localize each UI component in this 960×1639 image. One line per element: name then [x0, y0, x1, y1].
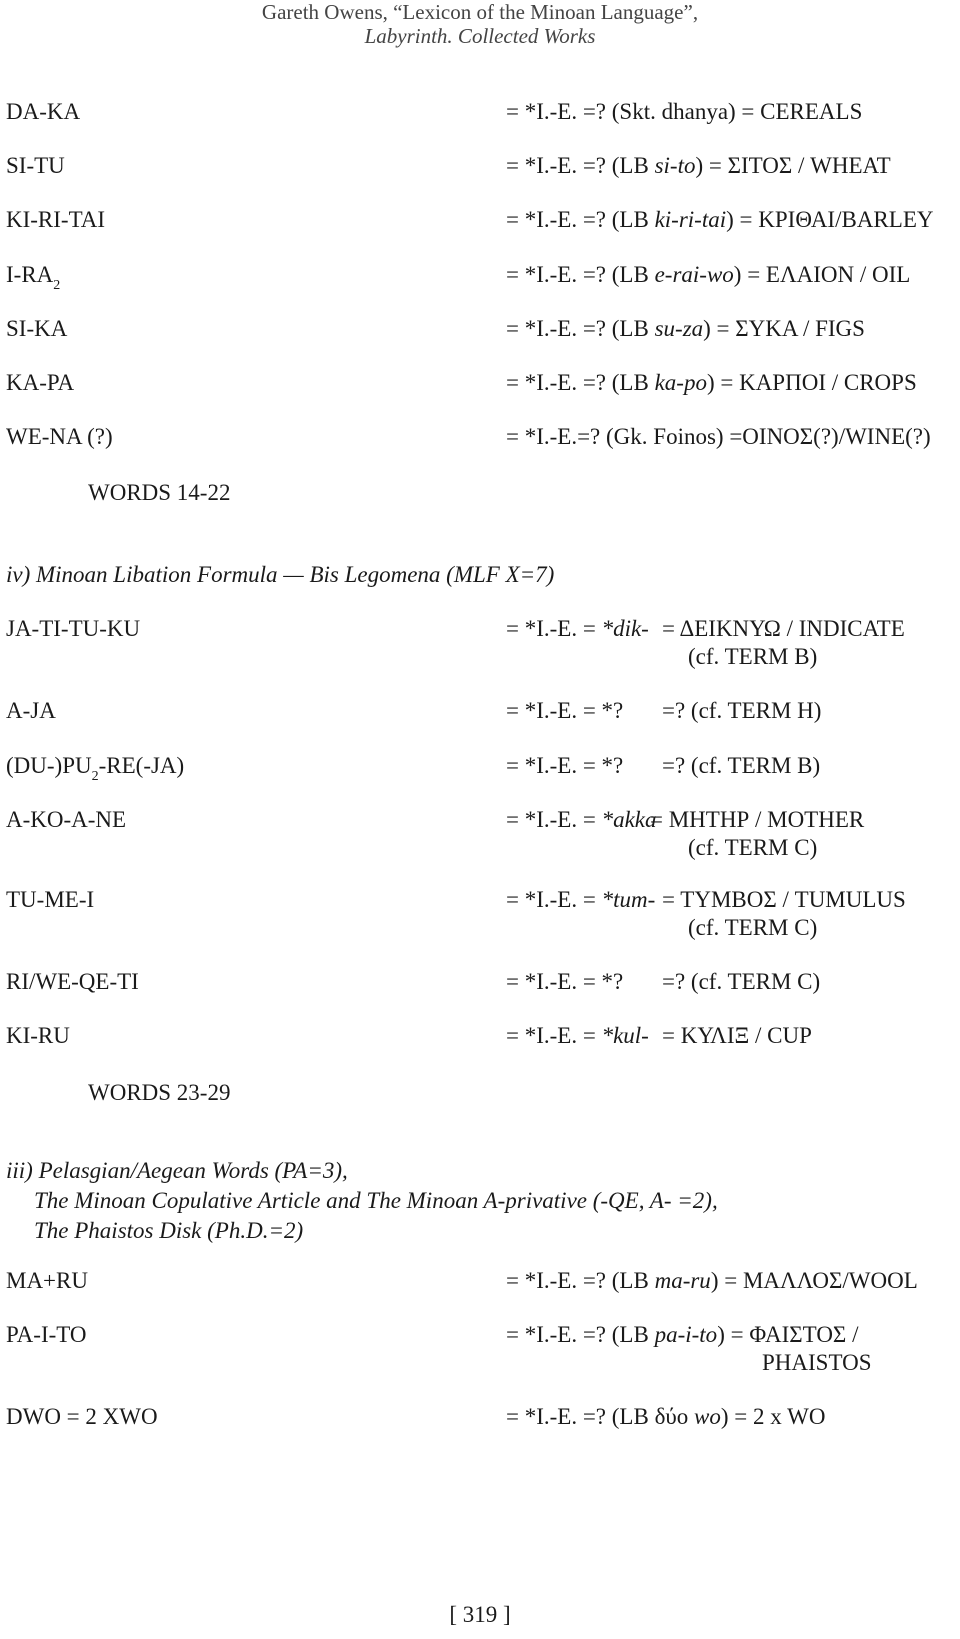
minoan-word: MA+RU [6, 1268, 88, 1293]
minoan-word: JA-TI-TU-KU [6, 616, 141, 641]
words-count-label: WORDS 14-22 [88, 480, 231, 505]
ie-root: = *I.-E. = *tum- [506, 887, 656, 912]
minoan-word: DA-KA [6, 99, 81, 124]
entry-gloss: = ΔΕΙΚΝΥΩ / INDICATE [662, 616, 905, 641]
lexicon-entry [0, 368, 960, 402]
cross-reference: (cf. TERM C) [688, 835, 818, 860]
minoan-word: KI-RI-TAI [6, 207, 106, 232]
ie-root: = *I.-E. = *? [506, 969, 624, 994]
entry-gloss: = *I.-E. =? (LB e-rai-wo) = ΕΛΑΙΟΝ / OIL [506, 262, 911, 287]
minoan-word: A-JA [6, 698, 56, 723]
entry-gloss-continuation: PHAISTOS [762, 1350, 872, 1375]
cross-reference: (cf. TERM B) [688, 644, 818, 669]
entry-gloss: = ΚΥΛΙΞ / CUP [662, 1023, 812, 1048]
minoan-word: DWO = 2 XWO [6, 1404, 158, 1429]
minoan-word: SI-KA [6, 316, 68, 341]
ie-root: = *I.-E. = *? [506, 698, 624, 723]
section-heading-line: The Minoan Copulative Article and The Minoan A-privative (-QE, A- =2), [34, 1188, 718, 1213]
minoan-word: $I-RA_2$ [6, 262, 61, 293]
section-heading: iii) Pelasgian/Aegean Words (PA=3), [6, 1158, 348, 1183]
section-heading: iv) Minoan Libation Formula — Bis Legomena (MLF X=7) [6, 562, 555, 587]
lexicon-entry [0, 151, 960, 185]
entry-gloss: =? (cf. TERM C) [662, 969, 821, 994]
minoan-word: A-KO-A-NE [6, 807, 127, 832]
lexicon-entry [0, 1266, 960, 1300]
lexicon-entry [0, 1402, 960, 1436]
minoan-word: RI/WE-QE-TI [6, 969, 139, 994]
section-heading-line: The Phaistos Disk (Ph.D.=2) [34, 1218, 304, 1243]
lexicon-entry [0, 205, 960, 239]
lexicon-entry [0, 967, 960, 1001]
ie-root: = *I.-E. = *dik- [506, 616, 649, 641]
cross-reference: (cf. TERM C) [688, 915, 818, 940]
lexicon-entry [0, 260, 960, 294]
entry-gloss: =? (cf. TERM H) [662, 698, 822, 723]
words-count-label: WORDS 23-29 [88, 1080, 231, 1105]
entry-gloss: = *I.-E. =? (LB ma-ru) = ΜΑΛΛΟΣ/WOOL [506, 1268, 918, 1293]
entry-gloss: = *I.-E. =? (LB su-za) = ΣΥΚΑ / FIGS [506, 316, 865, 341]
minoan-word: TU-ME-I [6, 887, 95, 912]
entry-gloss: = *I.-E. =? (LB ka-po) = ΚΑΡΠΟΙ / CROPS [506, 370, 917, 395]
lexicon-entry [0, 314, 960, 348]
minoan-word: $(DU-)PU_2-RE(-JA)$ [6, 753, 185, 784]
minoan-word: KI-RU [6, 1023, 70, 1048]
running-header-author: Gareth Owens, “Lexicon of the Minoan Language”, [261, 0, 699, 24]
minoan-word: WE-NA (?) [6, 424, 113, 449]
page-number: [ 319 ] [449, 1602, 511, 1627]
entry-gloss: = *I.-E. =? (LB si-to) = ΣΙΤΟΣ / WHEAT [506, 153, 891, 178]
ie-root: = *I.-E. = *kul- [506, 1023, 649, 1048]
entry-gloss: = *I.-E.=? (Gk. Foinos) =ΟΙΝΟΣ(?)/WINE(?) [506, 424, 931, 449]
entry-gloss: = *I.-E. =? (LB pa-i-to) = ΦΑΙΣΤΟΣ / [506, 1322, 859, 1347]
ie-root: = *I.-E. = *? [506, 753, 624, 778]
minoan-word: SI-TU [6, 153, 65, 178]
lexicon-entry [0, 1021, 960, 1055]
entry-gloss: = ΤΥΜΒΟΣ / TUMULUS [662, 887, 906, 912]
entry-gloss: = *I.-E. =? (LB ki-ri-tai) = ΚΡΙΘΑΙ/BARLEY [506, 207, 934, 232]
lexicon-entry [0, 422, 960, 456]
minoan-word: KA-PA [6, 370, 75, 395]
minoan-word: PA-I-TO [6, 1322, 87, 1347]
lexicon-entry [0, 751, 960, 785]
entry-gloss: = *I.-E. =? (Skt. dhanya) = CEREALS [506, 99, 863, 124]
lexicon-entry [0, 97, 960, 131]
entry-gloss: = ΜΗΤΗΡ / MOTHER [650, 807, 865, 832]
running-header-title: Labyrinth. Collected Works [364, 24, 596, 48]
entry-gloss: =? (cf. TERM B) [662, 753, 821, 778]
lexicon-entry [0, 696, 960, 730]
entry-gloss: = *I.-E. =? (LB δύο wo) = 2 x WO [506, 1404, 826, 1429]
ie-root: = *I.-E. = *akka [506, 807, 657, 832]
